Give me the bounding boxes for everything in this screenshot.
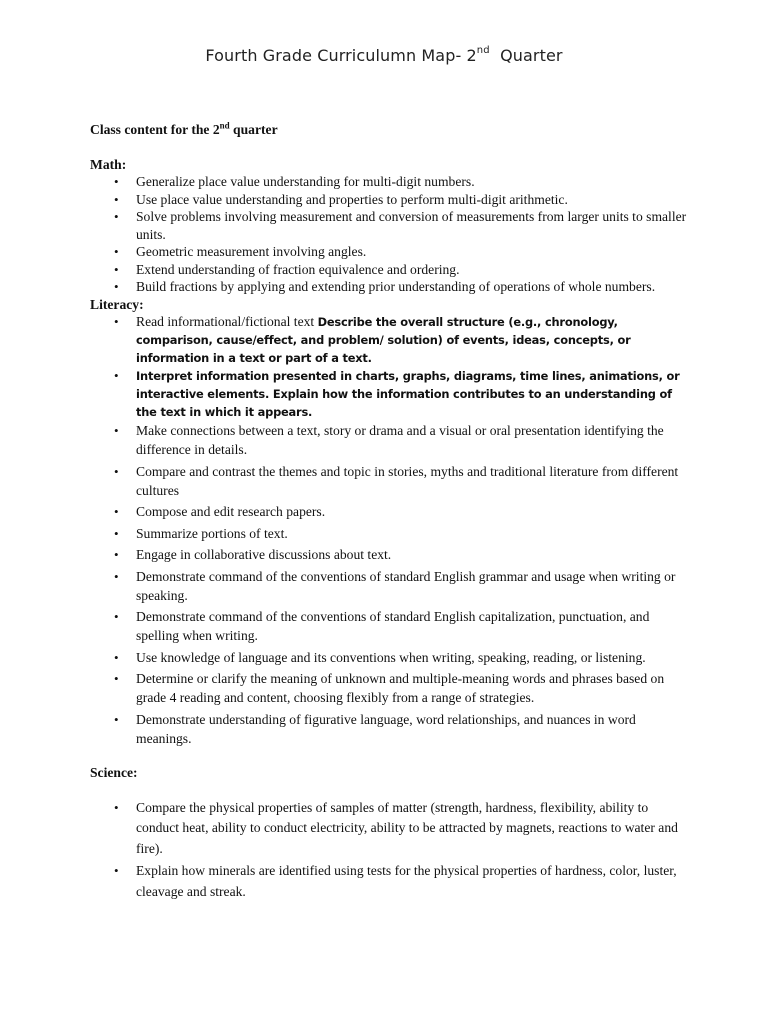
science-list xyxy=(90,798,690,903)
subtitle-suffix: quarter xyxy=(229,122,278,137)
list-item xyxy=(90,313,690,367)
list-item: • Make connections between a text, story or drama and a visual or oral presentation identifying the difference in details. xyxy=(90,421,690,459)
list-item: • Summarize portions of text. xyxy=(90,524,690,543)
list-item: • Generalize place value understanding for multi-digit numbers. xyxy=(90,173,690,191)
list-item: • Compose and edit research papers. xyxy=(90,502,690,521)
list-item: • Compare and contrast the themes and topic in stories, myths and traditional literature from different cultures xyxy=(90,462,690,500)
subtitle-prefix: Class content for the 2 xyxy=(90,122,220,137)
title-suffix: Quarter xyxy=(500,46,563,65)
list-item: • Geometric measurement involving angles. xyxy=(90,243,690,261)
math-list xyxy=(90,173,690,296)
list-item xyxy=(90,367,690,421)
title-superscript: nd xyxy=(476,44,490,56)
literacy-heading: Literacy: xyxy=(90,296,144,312)
literacy-list xyxy=(90,313,690,748)
title-prefix: Fourth Grade Curriculumn Map- 2 xyxy=(205,46,477,65)
list-item: • Extend understanding of fraction equivalence and ordering. xyxy=(90,261,690,279)
list-item: • Use place value understanding and properties to perform multi-digit arithmetic. xyxy=(90,191,690,209)
subtitle-superscript: nd xyxy=(219,120,230,131)
list-item: • Explain how minerals are identified using tests for the physical properties of hardness, color, luster, cleavage and streak. xyxy=(90,861,690,902)
document-body xyxy=(90,121,690,904)
math-heading: Math: xyxy=(90,156,127,172)
science-heading: Science: xyxy=(90,765,138,780)
list-item: • Solve problems involving measurement and conversion of measurements from larger units to smaller units. xyxy=(90,208,690,243)
list-item-bold-text: Describe the overall structure (e.g., chronology, comparison, cause/effect, and problem/ solution) of events, ideas, concepts, or information in a text or part of a text. xyxy=(136,315,631,365)
list-item: • Demonstrate understanding of figurative language, word relationships, and nuances in word meanings. xyxy=(90,710,690,748)
list-item: • Demonstrate command of the conventions of standard English capitalization, punctuation, and spelling when writing. xyxy=(90,607,690,645)
list-item-bold-text: Interpret information presented in charts, graphs, diagrams, time lines, animations, or interactive elements. Explain how the information contributes to an understanding of the text in which it appears. xyxy=(136,369,680,419)
list-item: • Compare the physical properties of samples of matter (strength, hardness, flexibility, ability to conduct heat, ability to conduct electricity, ability to be attracted by magnets, reactions to water and fire). xyxy=(90,798,690,860)
class-content-heading xyxy=(90,121,690,139)
list-item: • Use knowledge of language and its conventions when writing, speaking, reading, or listening. xyxy=(90,648,690,667)
list-item: • Build fractions by applying and extending prior understanding of operations of whole numbers. xyxy=(90,278,690,296)
page-title xyxy=(0,46,768,65)
list-item-plain-text: Read informational/fictional text xyxy=(136,314,318,329)
list-item: • Determine or clarify the meaning of unknown and multiple-meaning words and phrases based on grade 4 reading and content, choosing flexibly from a range of strategies. xyxy=(90,669,690,707)
list-item: • Engage in collaborative discussions about text. xyxy=(90,545,690,564)
list-item: • Demonstrate command of the conventions of standard English grammar and usage when writing or speaking. xyxy=(90,567,690,605)
